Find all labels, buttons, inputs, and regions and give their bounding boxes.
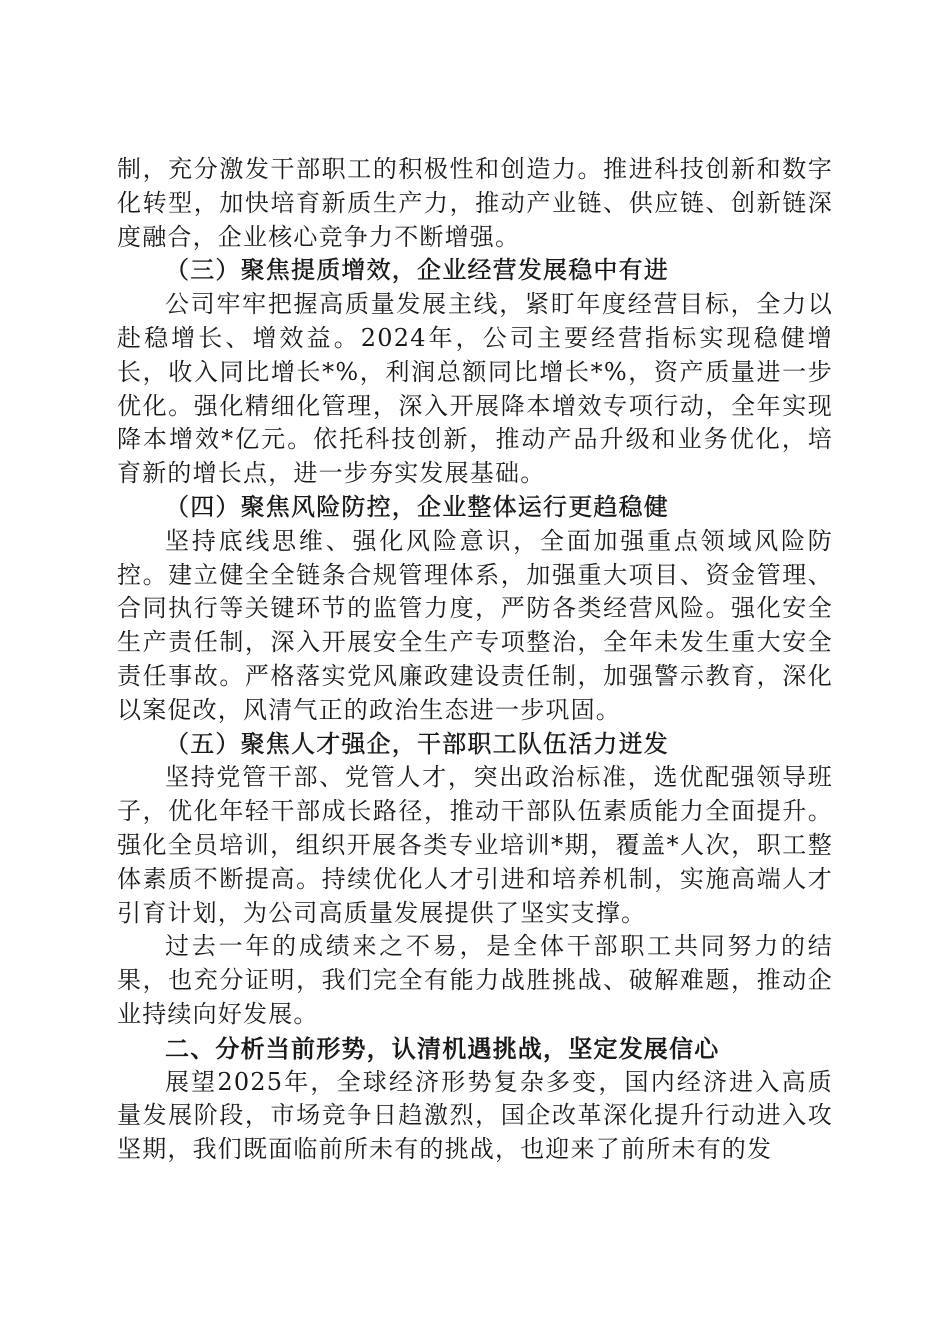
section-heading-3: （三）聚焦提质增效，企业经营发展稳中有进: [165, 256, 669, 285]
chapter-heading-2: 二、分析当前形势，认清机遇挑战，坚定发展信心: [165, 1033, 720, 1063]
paragraph-operations: 公司牢牢把握高质量发展主线，紧盯年度经营目标，全力以赴稳增长、增效益。2024年，公司主要经营指标实现稳健增长，收入同比增长*%，利润总额同比增长*%，资产质量进一步优化。强化精细化管理，深入开展降本增效专项行动，全年实现降本增效*亿元。依托科技创新，推动产品升级和业务优化，培育新的增长点，进一步夯实发展基础。: [117, 290, 833, 488]
paragraph-continuation: 制，充分激发干部职工的积极性和创造力。推进科技创新和数字化转型，加快培育新质生产力，推动产业链、供应链、创新链深度融合，企业核心竞争力不断增强。: [117, 155, 833, 251]
document-page: [117, 153, 833, 1167]
section-heading-4: （四）聚焦风险防控，企业整体运行更趋稳健: [165, 492, 669, 521]
paragraph-outlook: 展望2025年，全球经济形势复杂多变，国内经济进入高质量发展阶段，市场竞争日趋激烈，国企改革深化提升行动进入攻坚期，我们既面临前所未有的挑战，也迎来了前所未有的发: [117, 1067, 833, 1164]
paragraph-summary: 过去一年的成绩来之不易，是全体干部职工共同努力的结果，也充分证明，我们完全有能力战胜挑战、破解难题，推动企业持续向好发展。: [117, 932, 833, 1028]
paragraph-talent: 坚持党管干部、党管人才，突出政治标准，选优配强领导班子，优化年轻干部成长路径，推动干部队伍素质能力全面提升。强化全员培训，组织开展各类专业培训*期，覆盖*人次，职工整体素质不断提高。持续优化人才引进和培养机制，实施高端人才引育计划，为公司高质量发展提供了坚实支撑。: [117, 763, 833, 927]
paragraph-risk-control: 坚持底线思维、强化风险意识，全面加强重点领域风险防控。建立健全全链条合规管理体系，加强重大项目、资金管理、合同执行等关键环节的监管力度，严防各类经营风险。强化安全生产责任制，深入开展安全生产专项整治，全年未发生重大安全责任事故。严格落实党风廉政建设责任制，加强警示教育，深化以案促改，风清气正的政治生态进一步巩固。: [117, 526, 833, 724]
section-heading-5: （五）聚焦人才强企，干部职工队伍活力迸发: [165, 729, 669, 758]
